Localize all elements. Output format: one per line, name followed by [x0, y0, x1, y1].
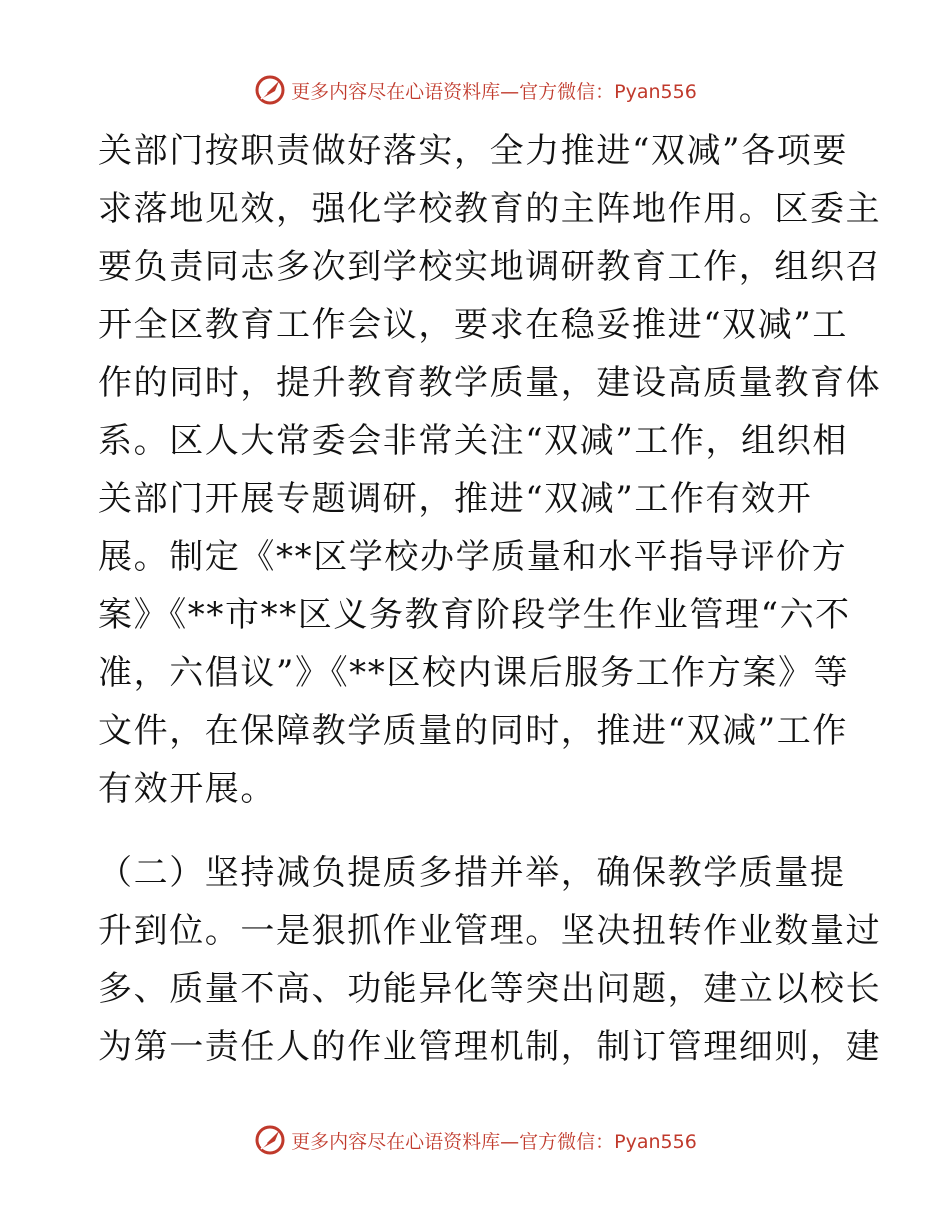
paragraph-2 [98, 844, 882, 1076]
text-line: 展。制定《**区学校办学质量和水平指导评价方 [98, 537, 848, 577]
header-watermark [0, 70, 950, 110]
text-line: 多、质量不高、功能异化等突出问题，建立以校长 [98, 969, 882, 1009]
text-line: 升到位。一是狠抓作业管理。坚决扭转作业数量过 [98, 911, 882, 951]
quill-logo-icon [253, 73, 287, 107]
document-body [98, 122, 882, 1076]
watermark-text: 更多内容尽在心语资料库—官方微信：Pyan556 [291, 80, 697, 103]
quill-logo-icon [253, 1123, 287, 1157]
text-line: 为第一责任人的作业管理机制，制订管理细则，建 [98, 1027, 882, 1067]
text-line: 案》《**市**区义务教育阶段学生作业管理“六不 [98, 595, 851, 635]
text-line: 系。区人大常委会非常关注“双减”工作，组织相 [98, 421, 848, 461]
paragraph-gap [98, 818, 858, 844]
text-line: 作的同时，提升教育教学质量，建设高质量教育体 [98, 363, 882, 403]
text-line: 求落地见效，强化学校教育的主阵地作用。区委主 [98, 189, 882, 229]
footer-watermark [0, 1120, 950, 1160]
watermark-text: 更多内容尽在心语资料库—官方微信：Pyan556 [291, 1130, 697, 1153]
text-line: （二）坚持减负提质多措并举，确保教学质量提 [98, 853, 846, 893]
paragraph-1 [98, 122, 882, 818]
text-line: 有效开展。 [98, 769, 276, 809]
text-line: 关部门开展专题调研，推进“双减”工作有效开 [98, 479, 813, 519]
text-line: 要负责同志多次到学校实地调研教育工作，组织召 [98, 247, 882, 287]
text-line: 关部门按职责做好落实，全力推进“双减”各项要 [98, 131, 848, 171]
text-line: 开全区教育工作会议，要求在稳妥推进“双减”工 [98, 305, 848, 345]
text-line: 文件，在保障教学质量的同时，推进“双减”工作 [98, 711, 848, 751]
text-line: 准，六倡议”》《**区校内课后服务工作方案》等 [98, 653, 850, 693]
